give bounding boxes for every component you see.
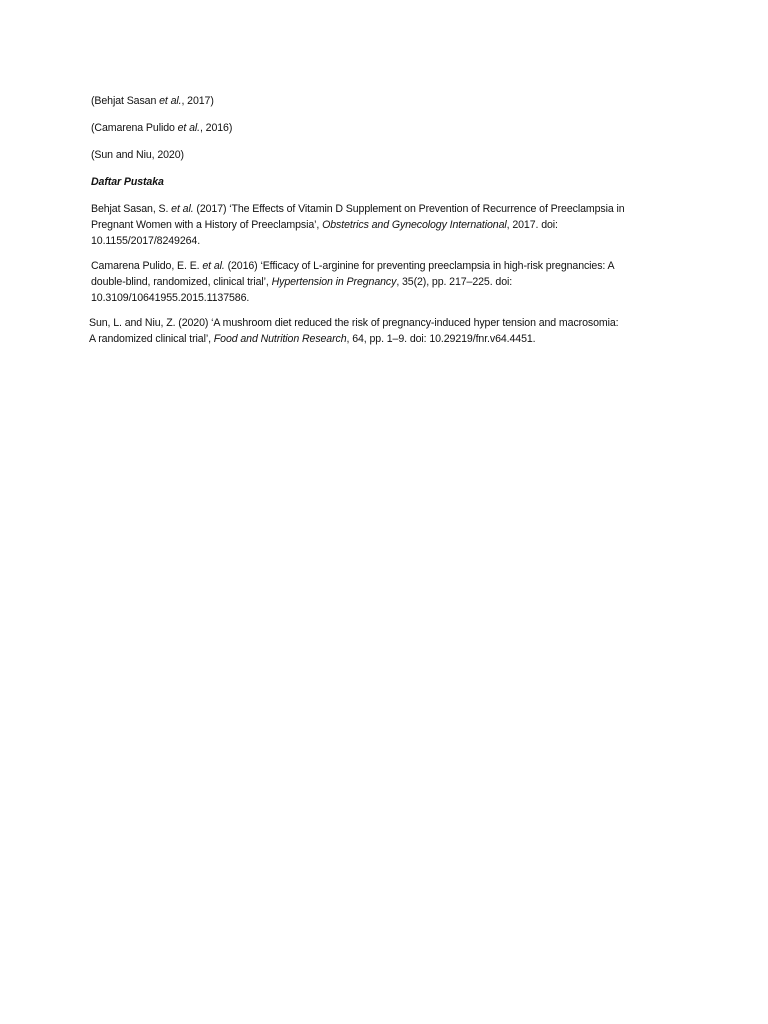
intext-citation-sun: (Sun and Niu, 2020)	[91, 149, 184, 161]
citation-etal: et al.	[177, 122, 200, 134]
citation-year: , 2017)	[181, 95, 214, 107]
citation-text: (Camarena Pulido	[91, 122, 178, 134]
citation-text: (Behjat Sasan	[91, 95, 160, 107]
reference-camarena	[91, 258, 691, 306]
reference-line	[91, 258, 691, 274]
reference-doi: 10.1155/2017/8249264.	[91, 235, 201, 247]
reference-authors: Camarena Pulido, E. E.	[91, 260, 203, 272]
reference-authors: Behjat Sasan, S.	[91, 203, 172, 215]
reference-doi: 10.3109/10641955.2015.1137586.	[91, 292, 250, 304]
reference-journal: Food and Nutrition Research	[213, 333, 347, 345]
reference-line: Sun, L. and Niu, Z. (2020) ‘A mushroom diet reduced the risk of pregnancy-induced hyper tension and macrosomia:	[89, 317, 619, 329]
reference-details: , 2017. doi:	[506, 219, 558, 231]
reference-details: , 35(2), pp. 217–225. doi:	[396, 276, 513, 288]
reference-line	[89, 331, 691, 347]
reference-line	[91, 217, 691, 233]
reference-etal: et al.	[202, 260, 225, 272]
intext-citation-behjat	[91, 93, 691, 109]
reference-journal: Obstetrics and Gynecology International	[322, 219, 507, 231]
reference-title-cont: double-blind, randomized, clinical trial’,	[91, 276, 272, 288]
document-page	[91, 93, 691, 356]
reference-etal: et al.	[171, 203, 194, 215]
intext-citation-camarena	[91, 120, 691, 136]
reference-details: , 64, pp. 1–9. doi: 10.29219/fnr.v64.4451.	[346, 333, 536, 345]
bibliography-heading: Daftar Pustaka	[91, 176, 164, 188]
reference-title: (2017) ‘The Effects of Vitamin D Supplement on Prevention of Recurrence of Preeclampsia in	[193, 203, 625, 215]
reference-behjat	[91, 201, 691, 249]
reference-title-cont: A randomized clinical trial’,	[89, 333, 214, 345]
reference-title: (2016) ‘Efficacy of L-arginine for preventing preeclampsia in high-risk pregnancies: A	[224, 260, 615, 272]
reference-sun	[89, 315, 691, 347]
reference-line	[91, 274, 691, 290]
citation-etal: et al.	[159, 95, 182, 107]
reference-journal: Hypertension in Pregnancy	[271, 276, 397, 288]
citation-year: , 2016)	[200, 122, 233, 134]
reference-line	[91, 201, 691, 217]
reference-title-cont: Pregnant Women with a History of Preeclampsia’,	[91, 219, 323, 231]
